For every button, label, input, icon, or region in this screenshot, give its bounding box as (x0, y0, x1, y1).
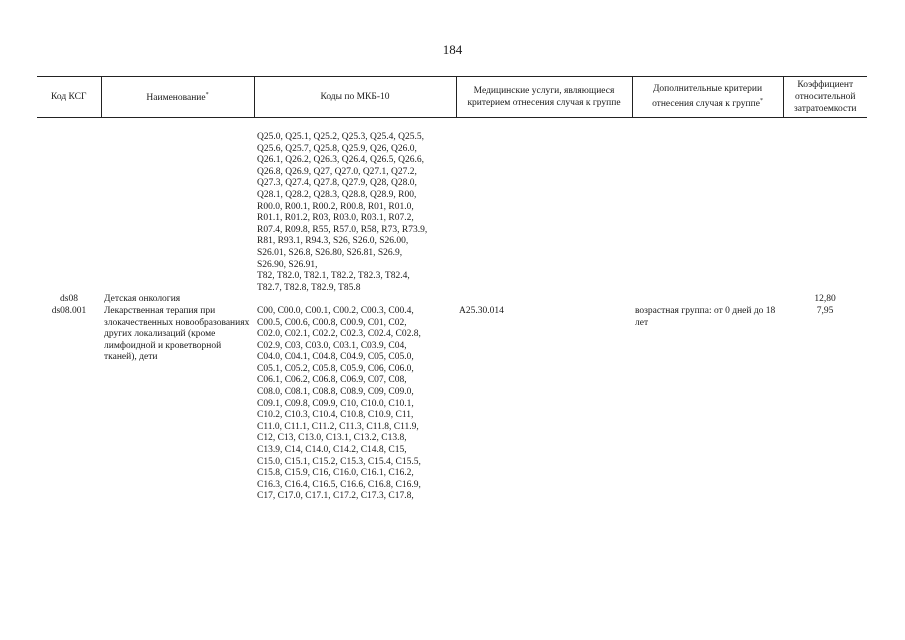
mkb-line: Q25.6, Q25.7, Q25.8, Q25.9, Q26, Q26.0, (257, 143, 417, 154)
mkb-line: C09.1, C09.8, C09.9, C10, C10.0, C10.1, (257, 398, 414, 409)
cell-criteria (632, 294, 783, 306)
cell-code (37, 132, 101, 294)
mkb-line: S26.01, S26.8, S26.80, S26.81, S26.9, (257, 247, 403, 258)
header-coef: Коэффициент относительной затратоемкости (783, 77, 867, 118)
spacer-row (37, 118, 867, 133)
cell-services (456, 294, 632, 306)
mkb-line: R01.1, R01.2, R03, R03.0, R03.1, R07.2, (257, 213, 414, 224)
cell-name: Лекарственная терапия при злокачественных новообразованиях других локализаций (кроме лимфоидной и кроветворной тканей), дети (104, 305, 250, 363)
page-number: 184 (442, 42, 463, 57)
mkb-line: C16.3, C16.4, C16.5, C16.6, C16.8, C16.9, (257, 479, 421, 490)
cell-coef (783, 132, 867, 294)
cell-mkb (254, 294, 456, 306)
cell-mkb (254, 132, 456, 294)
mkb-line: C11.0, C11.1, C11.2, C11.3, C11.8, C11.9, (257, 421, 419, 432)
mkb-line: C00.5, C00.6, C00.8, C00.9, C01, C02, (257, 317, 407, 328)
mkb-line: R81, R93.1, R94.3, S26, S26.0, S26.00, (257, 236, 409, 247)
mkb-line: C06.1, C06.2, C06.8, C06.9, C07, C08, (257, 375, 407, 386)
mkb-line: C17, C17.0, C17.1, C17.2, C17.3, C17.8, (257, 491, 414, 502)
cell-coef: 7,95 (816, 305, 834, 316)
cell-name: Детская онкология (104, 294, 181, 305)
header-name-mark: * (205, 92, 209, 99)
header-criteria: Дополнительные критерии отнесения случая к группе* (632, 77, 783, 118)
table-row (37, 306, 867, 503)
cell-services: A25.30.014 (459, 305, 504, 316)
mkb-line: R07.4, R09.8, R55, R57.0, R58, R73, R73.9, (257, 224, 428, 235)
cell-coef: 12,80 (814, 294, 836, 305)
mkb-line: C02.9, C03, C03.0, C03.1, C03.9, C04, (257, 340, 407, 351)
mkb-line: Q28.1, Q28.2, Q28.3, Q28.8, Q28.9, R00, (257, 189, 417, 200)
mkb-line: Q26.1, Q26.2, Q26.3, Q26.4, Q26.5, Q26.6, (257, 155, 425, 166)
cell-criteria (632, 132, 783, 294)
mkb-line: C13.9, C14, C14.0, C14.2, C14.8, C15, (257, 445, 407, 456)
header-mkb: Коды по МКБ-10 (254, 77, 456, 118)
mkb-line: C15.8, C15.9, C16, C16.0, C16.1, C16.2, (257, 468, 414, 479)
mkb-line: C02.0, C02.1, C02.2, C02.3, C02.4, C02.8, (257, 329, 421, 340)
header-name: Наименование* (101, 77, 254, 118)
cell-code: ds08.001 (51, 305, 87, 316)
table-row (37, 132, 867, 294)
mkb-line: S26.90, S26.91, (257, 259, 318, 270)
mkb-line: T82.7, T82.8, T82.9, T85.8 (257, 282, 361, 293)
mkb-line: Q27.3, Q27.4, Q27.8, Q27.9, Q28, Q28.0, (257, 178, 417, 189)
mkb-line: R00.0, R00.1, R00.2, R00.8, R01, R01.0, (257, 201, 414, 212)
table-row (37, 294, 867, 306)
ksg-table (37, 76, 867, 503)
header-code: Код КСГ (37, 77, 101, 118)
cell-services (456, 132, 632, 294)
mkb-line: Q26.8, Q26.9, Q27, Q27.0, Q27.1, Q27.2, (257, 166, 417, 177)
cell-criteria: возрастная группа: от 0 дней до 18 лет (635, 305, 776, 328)
mkb-line: C12, C13, C13.0, C13.1, C13.2, C13.8, (257, 433, 407, 444)
header-services: Медицинские услуги, являющиеся критерием отнесения случая к группе (456, 77, 632, 118)
cell-mkb (254, 306, 456, 503)
mkb-line: C00, C00.0, C00.1, C00.2, C00.3, C00.4, (257, 305, 414, 316)
table-header-row (37, 77, 867, 118)
mkb-line: T82, T82.0, T82.1, T82.2, T82.3, T82.4, (257, 271, 410, 282)
cell-code: ds08 (60, 294, 78, 305)
mkb-line: C08.0, C08.1, C08.8, C08.9, C09, C09.0, (257, 387, 414, 398)
cell-name (101, 132, 254, 294)
mkb-line: C04.0, C04.1, C04.8, C04.9, C05, C05.0, (257, 352, 414, 363)
mkb-line: C15.0, C15.1, C15.2, C15.3, C15.4, C15.5, (257, 456, 421, 467)
mkb-line: Q25.0, Q25.1, Q25.2, Q25.3, Q25.4, Q25.5, (257, 132, 425, 142)
header-criteria-mark: * (759, 98, 763, 105)
mkb-line: C05.1, C05.2, C05.8, C05.9, C06, C06.0, (257, 363, 414, 374)
mkb-line: C10.2, C10.3, C10.4, C10.8, C10.9, C11, (257, 410, 414, 421)
